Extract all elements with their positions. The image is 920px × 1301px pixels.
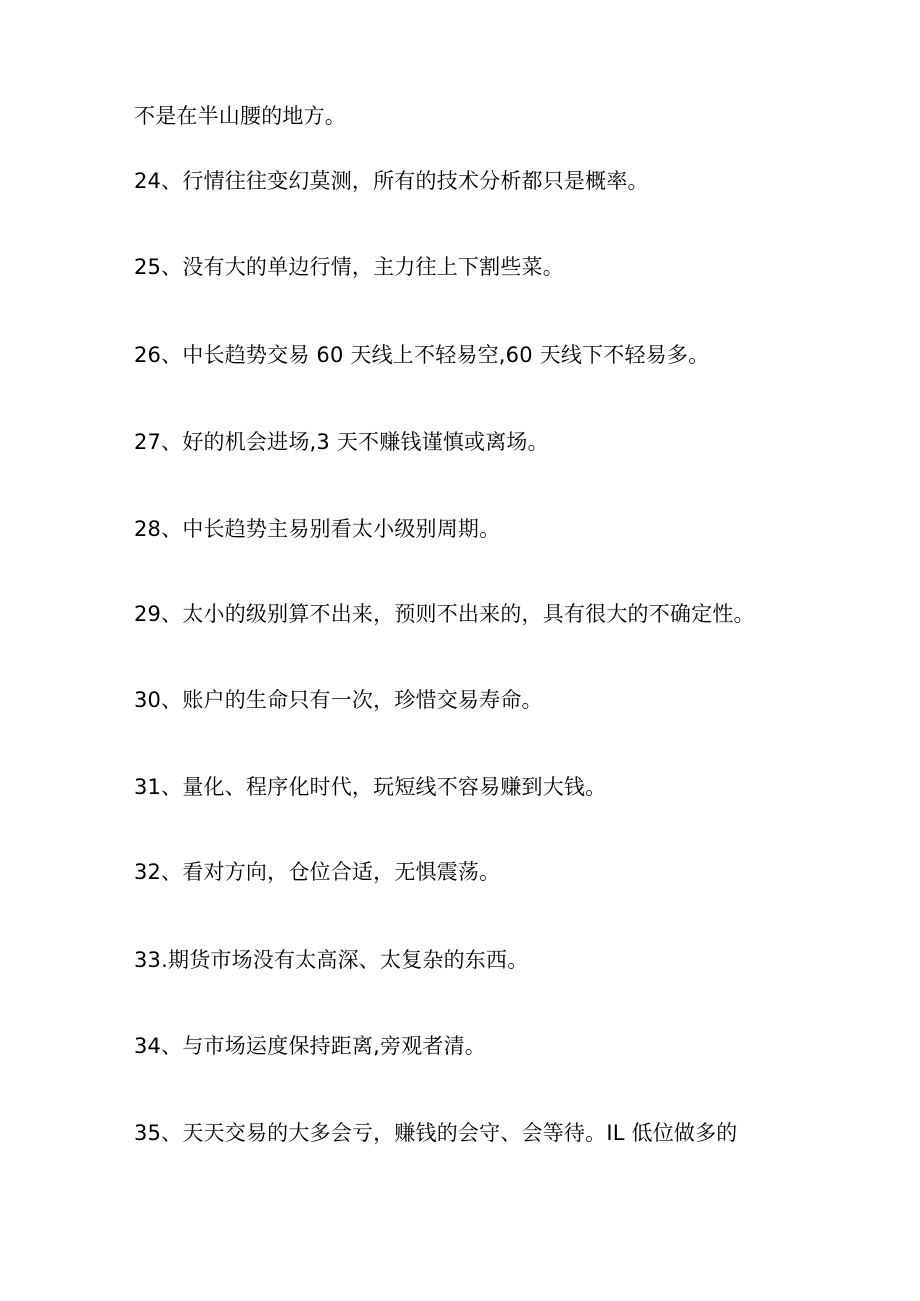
text-line: 32、看对方向，仓位合适，无惧震荡。 <box>134 860 501 884</box>
text-line: 26、中长趋势交易 60 天线上不轻易空,60 天线下不轻易多。 <box>134 343 710 367</box>
text-line: 30、账户的生命只有一次，珍惜交易寿命。 <box>134 688 543 712</box>
text-line: 33.期货市场没有太高深、太复杂的东西。 <box>134 948 529 972</box>
text-line: 28、中长趋势主易别看太小级别周期。 <box>134 517 501 541</box>
text-line: 29、太小的级别算不出来，预则不出来的，具有很大的不确定性。 <box>134 602 755 626</box>
text-line: 27、好的机会进场,3 天不赚钱谨慎或离场。 <box>134 430 549 454</box>
text-line: 35、天天交易的大多会亏，赚钱的会守、会等待。IL 低位做多的 <box>134 1121 738 1145</box>
text-line: 34、与市场运度保持距离,旁观者清。 <box>134 1034 486 1058</box>
text-line: 31、量化、程序化时代，玩短线不容易赚到大钱。 <box>134 775 607 799</box>
text-line: 24、行情往往变幻莫测，所有的技术分析都只是概率。 <box>134 169 649 193</box>
text-line: 不是在半山腰的地方。 <box>134 104 346 128</box>
text-line: 25、没有大的单边行情，主力往上下割些菜。 <box>134 255 564 279</box>
